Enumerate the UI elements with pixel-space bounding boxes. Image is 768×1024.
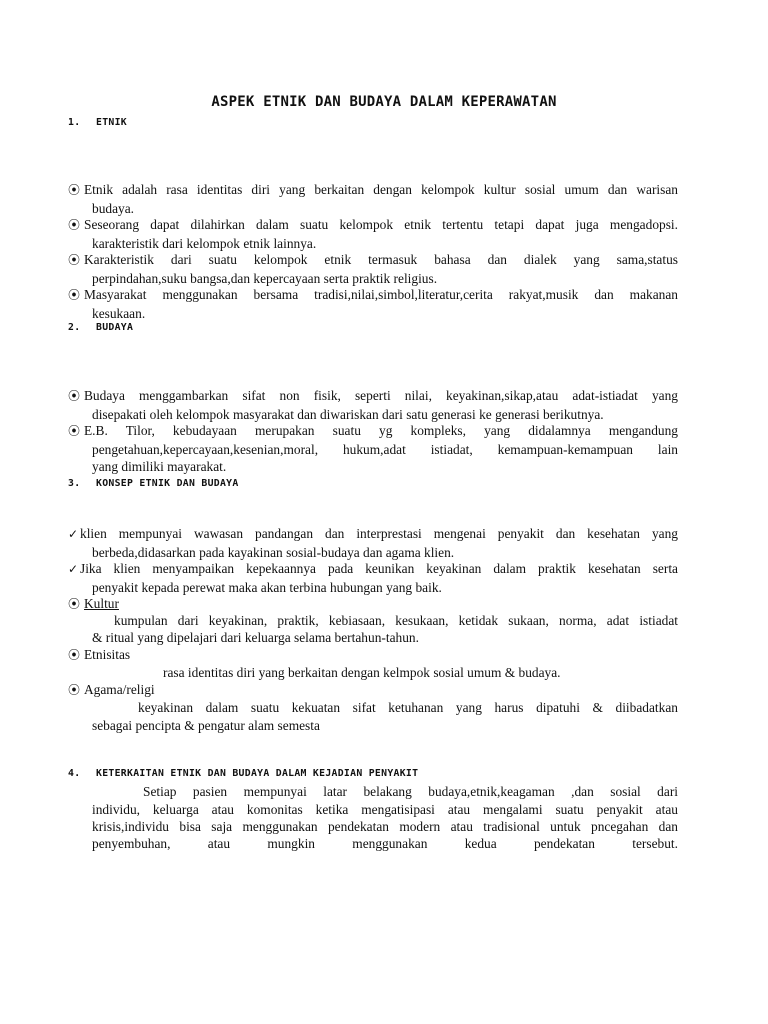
term-definition-cont: & ritual yang dipelajari dari keluarga selama bertahun-tahun. — [92, 630, 419, 645]
item-text-cont: kesukaan. — [92, 305, 146, 321]
item-text-cont: disepakati oleh kelompok masyarakat dan diwariskan dari satu generasi ke generasi berikutnya. — [92, 406, 604, 422]
radio-bullet-icon: ⦿ — [68, 683, 81, 697]
paragraph-line: penyembuhan, atau mungkin menggunakan kedua pendekatan tersebut. — [92, 836, 678, 851]
term-label: Kultur — [84, 596, 119, 611]
radio-bullet-icon: ⦿ — [68, 183, 81, 197]
item-text: Seseorang dapat dilahirkan dalam suatu kelompok etnik tertentu tetapi dapat juga mengadopsi. — [84, 217, 678, 232]
item-text: klien mempunyai wawasan pandangan dan interprestasi mengenai penyakit dan kesehatan yang — [80, 526, 678, 541]
radio-bullet-icon: ⦿ — [68, 218, 81, 232]
item-text: Masyarakat menggunakan bersama tradisi,nilai,simbol,literatur,cerita rakyat,musik dan makanan — [84, 287, 678, 302]
section-label: ETNIK — [96, 117, 127, 128]
item-text: Etnik adalah rasa identitas diri yang berkaitan dengan kelompok kultur sosial umum dan warisan — [84, 182, 678, 197]
item-text: E.B. Tilor, kebudayaan merupakan suatu yg kompleks, yang didalamnya mengandung — [84, 423, 678, 438]
item-text-cont: perpindahan,suku bangsa,dan kepercayaan serta praktik religius. — [92, 270, 438, 286]
radio-bullet-icon: ⦿ — [68, 648, 81, 662]
term-definition: rasa identitas diri yang berkaitan dengan kelmpok sosial umum & budaya. — [163, 665, 561, 680]
section-heading-etnik — [68, 117, 127, 128]
section-number: 1. — [68, 117, 81, 128]
document-title: ASPEK ETNIK DAN BUDAYA DALAM KEPERAWATAN — [211, 94, 557, 110]
paragraph-line: individu, keluarga atau komonitas ketika mengatisipasi atau mengalami suatu penyakit atau — [92, 802, 678, 817]
item-text: Budaya menggambarkan sifat non fisik, seperti nilai, keyakinan,sikap,atau adat-istiadat yang — [84, 388, 678, 403]
radio-bullet-icon: ⦿ — [68, 389, 81, 403]
item-text-cont: karakteristik dari kelompok etnik lainnya. — [92, 235, 317, 251]
list-item — [68, 387, 678, 423]
term-label: Agama/religi — [84, 682, 155, 697]
section-heading-keterkaitan — [68, 768, 418, 779]
term-agama — [68, 681, 155, 700]
radio-bullet-icon: ⦿ — [68, 288, 81, 302]
term-definition-cont: sebagai pencipta & pengatur alam semesta — [92, 718, 320, 733]
list-item — [68, 422, 678, 476]
item-text-cont: penyakit kepada perewat maka akan terbina hubungan yang baik. — [92, 579, 442, 595]
paragraph-line: Setiap pasien mempunyai latar belakang budaya,etnik,keagaman ,dan sosial dari — [143, 784, 678, 799]
list-item — [68, 560, 678, 596]
item-text: Jika klien menyampaikan kepekaannya pada keunikan keyakinan dalam praktik kesehatan serta — [80, 561, 678, 576]
paragraph-line: krisis,individu bisa saja menggunakan pendekatan modern atau tradisional untuk pncegahan dan — [92, 819, 678, 834]
section-heading-konsep — [68, 478, 239, 489]
item-text-cont: yang dimiliki mayarakat. — [92, 459, 227, 474]
list-item — [68, 181, 678, 217]
term-etnisitas — [68, 646, 130, 665]
item-text-cont: budaya. — [92, 200, 135, 216]
section-heading-budaya — [68, 322, 133, 333]
list-item — [68, 216, 678, 252]
section-number: 2. — [68, 322, 81, 333]
section-label: BUDAYA — [96, 322, 134, 333]
section-number: 4. — [68, 768, 81, 779]
check-bullet-icon: ✓ — [68, 527, 79, 541]
section-number: 3. — [68, 478, 81, 489]
radio-bullet-icon: ⦿ — [68, 597, 81, 611]
radio-bullet-icon: ⦿ — [68, 253, 81, 267]
term-kultur — [68, 595, 119, 614]
section-label: KETERKAITAN ETNIK DAN BUDAYA DALAM KEJADIAN PENYAKIT — [96, 768, 419, 779]
item-text-cont: berbeda,didasarkan pada kayakinan sosial-budaya dan agama klien. — [92, 544, 455, 560]
list-item — [68, 525, 678, 561]
list-item — [68, 251, 678, 287]
term-label: Etnisitas — [84, 647, 131, 662]
item-text: Karakteristik dari suatu kelompok etnik termasuk bahasa dan dialek yang sama,status — [84, 252, 678, 267]
term-definition: kumpulan dari keyakinan, praktik, kebiasaan, kesukaan, ketidak sukaan, norma, adat istiadat — [114, 613, 678, 628]
term-definition: keyakinan dalam suatu kekuatan sifat ketuhanan yang harus dipatuhi & diibadatkan — [138, 700, 678, 715]
section-label: KONSEP ETNIK DAN BUDAYA — [96, 478, 239, 489]
check-bullet-icon: ✓ — [68, 562, 79, 576]
item-text-cont: pengetahuan,kepercayaan,kesenian,moral, hukum,adat istiadat, kemampuan-kemampuan lain — [92, 441, 678, 457]
radio-bullet-icon: ⦿ — [68, 424, 81, 438]
list-item — [68, 286, 678, 322]
